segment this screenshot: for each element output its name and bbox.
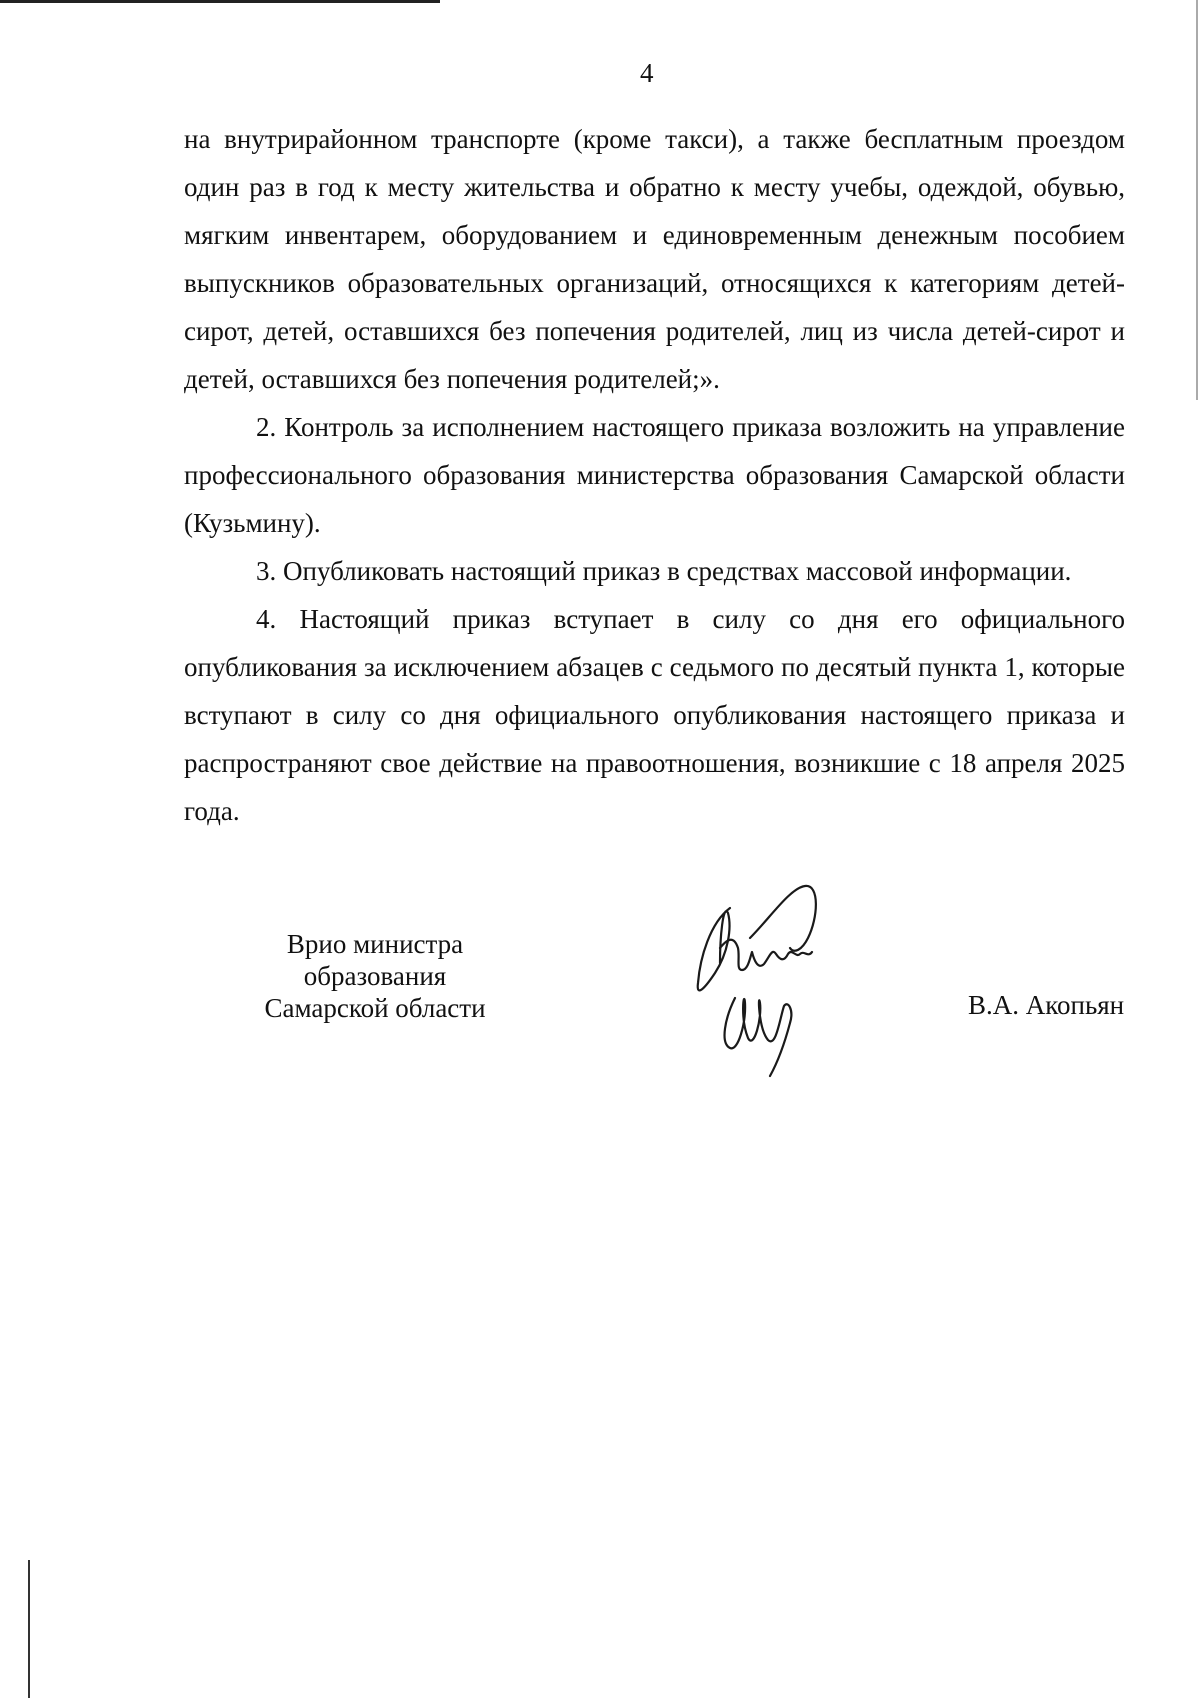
- signatory-title-line: Врио министра: [286, 929, 464, 959]
- paragraph-item-4: 4. Настоящий приказ вступает в силу со дня его официального опубликования за исключением абзацев с седьмого по десятый пункта 1, которые вступают в силу со дня официального опубликования настоящего приказа и распространяют свое действие на правоотношения, возникшие с 18 апреля 2025 года.: [184, 604, 1125, 826]
- handwritten-signature: [690, 878, 870, 1078]
- signatory-title: [240, 928, 510, 1024]
- scan-edge-top: [0, 0, 440, 3]
- scan-edge-left: [28, 1560, 30, 1698]
- scan-edge-right: [1196, 0, 1198, 400]
- signatory-title-line: Самарской области: [264, 993, 486, 1023]
- paragraph-item-2: 2. Контроль за исполнением настоящего приказа возложить на управление профессионального образования министерства образования Самарской области (Кузьмину).: [184, 412, 1125, 538]
- paragraph-item-3: 3. Опубликовать настоящий приказ в средствах массовой информации.: [256, 556, 1072, 586]
- signer-name: В.А. Акопьян: [968, 990, 1125, 1020]
- paragraph-continuation: на внутрирайонном транспорте (кроме такси), а также бесплатным проездом один раз в год к месту жительства и обратно к месту учебы, одеждой, обувью, мягким инвентарем, оборудованием и единовременным денежным пособием выпускников образовательных организаций, относящихся к категориям детей-сирот, детей, оставшихся без попечения родителей, лиц из числа детей-сирот и детей, оставшихся без попечения родителей;».: [184, 124, 1125, 394]
- page-number: 4: [640, 58, 654, 88]
- signatory-title-line: образования: [303, 961, 447, 991]
- document-body: [184, 115, 1125, 835]
